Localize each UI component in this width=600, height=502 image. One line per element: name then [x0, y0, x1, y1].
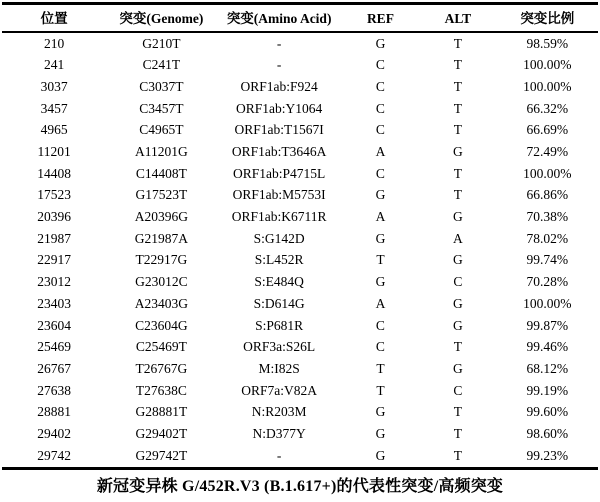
table-cell: 28881 — [37, 404, 72, 420]
table-cell: G — [453, 209, 463, 225]
table-cell: S:D614G — [253, 295, 305, 311]
table-cell: T — [453, 78, 463, 94]
table-cell: ORF1ab:T3646A — [231, 144, 327, 160]
table-cell: C — [375, 339, 385, 355]
table-row — [2, 163, 598, 185]
table-row — [2, 358, 598, 380]
table-cell: ORF1ab:F924 — [240, 78, 318, 94]
table-cell: G — [375, 447, 386, 463]
table-cell: 100.00% — [523, 78, 572, 94]
table-cell: T22917G — [135, 252, 188, 268]
table-cell: 20396 — [37, 209, 72, 225]
table-cell: 29742 — [37, 447, 72, 463]
table-cell: ORF1ab:P4715L — [232, 165, 326, 181]
table-row — [2, 185, 598, 207]
table-row — [2, 141, 598, 163]
table-cell: 23604 — [37, 317, 72, 333]
table-cell: 22917 — [37, 252, 72, 268]
table-cell: - — [276, 57, 282, 73]
table-cell: C25469T — [135, 339, 187, 355]
table-cell: G — [375, 187, 386, 203]
table-row — [2, 120, 598, 142]
table-cell: C3457T — [139, 100, 184, 116]
table-row — [2, 380, 598, 402]
table-caption: 新冠变异株 G/452R.V3 (B.1.617+)的代表性突变/高频突变 — [96, 477, 504, 495]
table-cell: 210 — [44, 35, 65, 51]
table-row — [2, 76, 598, 98]
col-header-alt: ALT — [419, 4, 496, 33]
table-cell: 72.49% — [526, 144, 569, 160]
table-cell: 3037 — [40, 78, 68, 94]
table-cell: 66.69% — [526, 122, 569, 138]
table-cell: G — [453, 360, 463, 376]
table-cell: S:G142D — [253, 230, 305, 246]
table-cell: G — [375, 404, 386, 420]
table-cell: A20396G — [134, 209, 189, 225]
table-cell: 21987 — [37, 230, 72, 246]
table-cell: - — [276, 35, 282, 51]
table-cell: T — [453, 100, 463, 116]
table-cell: 25469 — [37, 339, 72, 355]
table-cell: T — [453, 57, 463, 73]
table-row — [2, 250, 598, 272]
table-row — [2, 228, 598, 250]
table-body — [2, 32, 598, 468]
table-cell: T — [376, 360, 385, 376]
table-cell: ORF1ab:M5753I — [232, 187, 326, 203]
table-cell: 17523 — [37, 187, 72, 203]
table-cell: C — [375, 100, 385, 116]
table-cell: 70.38% — [526, 209, 569, 225]
table-cell: 23403 — [37, 295, 72, 311]
table-cell: T — [453, 122, 463, 138]
table-cell: 98.60% — [526, 425, 569, 441]
table-cell: G — [375, 230, 386, 246]
table-cell: G — [375, 35, 386, 51]
table-cell: 66.32% — [526, 100, 569, 116]
table-cell: T26767G — [135, 360, 188, 376]
table-cell: S:L452R — [254, 252, 304, 268]
table-row — [2, 337, 598, 359]
table-cell: N:R203M — [251, 404, 307, 420]
table-row — [2, 445, 598, 468]
table-cell: 14408 — [37, 165, 72, 181]
table-cell: T — [453, 35, 463, 51]
table-cell: T — [453, 165, 463, 181]
table-cell: T — [453, 447, 463, 463]
table-cell: 68.12% — [526, 360, 569, 376]
table-cell: T — [453, 187, 463, 203]
table-cell: C — [375, 317, 385, 333]
table-row — [2, 423, 598, 445]
table-cell: T — [376, 382, 385, 398]
table-cell: 100.00% — [523, 295, 572, 311]
table-cell: 70.28% — [526, 274, 569, 290]
table-cell: C — [453, 382, 463, 398]
table-cell: ORF1ab:T1567I — [234, 122, 324, 138]
table-cell: A — [375, 144, 386, 160]
table-cell: A — [375, 295, 386, 311]
table-cell: A11201G — [135, 144, 188, 160]
table-cell: S:E484Q — [254, 274, 304, 290]
col-header-position: 位置 — [2, 4, 106, 33]
table-cell: 4965 — [40, 122, 68, 138]
header-row — [2, 4, 598, 33]
table-cell: 26767 — [37, 360, 72, 376]
table-row — [2, 32, 598, 55]
table-cell: ORF3a:S26L — [243, 339, 316, 355]
table-cell: A — [453, 230, 463, 246]
table-cell: T27638C — [135, 382, 187, 398]
table-cell: 66.86% — [526, 187, 569, 203]
table-cell: C23604G — [135, 317, 188, 333]
table-cell: G210T — [142, 35, 181, 51]
table-cell: ORF1ab:K6711R — [231, 209, 327, 225]
table-cell: 29402 — [37, 425, 72, 441]
col-header-ratio: 突变比例 — [497, 4, 598, 33]
table-cell: 99.87% — [526, 317, 569, 333]
table-cell: C — [453, 274, 463, 290]
table-row — [2, 272, 598, 294]
mutation-table — [2, 2, 598, 470]
table-cell: G — [453, 317, 463, 333]
table-cell: S:P681R — [255, 317, 304, 333]
table-cell: C — [375, 122, 385, 138]
table-cell: 99.19% — [526, 382, 569, 398]
table-cell: A — [375, 209, 386, 225]
table-cell: T — [453, 339, 463, 355]
col-header-ref: REF — [342, 4, 419, 33]
table-row — [2, 402, 598, 424]
col-header-amino-acid: 突变(Amino Acid) — [217, 4, 342, 33]
table-cell: 99.74% — [526, 252, 569, 268]
table-cell: N:D377Y — [252, 425, 306, 441]
table-header — [2, 4, 598, 33]
table-cell: G — [453, 295, 463, 311]
table-cell: 78.02% — [526, 230, 569, 246]
table-cell: 100.00% — [523, 57, 572, 73]
col-header-genome: 突变(Genome) — [106, 4, 216, 33]
table-cell: C3037T — [139, 78, 184, 94]
table-cell: G — [375, 425, 386, 441]
table-row — [2, 55, 598, 77]
table-cell: G — [453, 144, 463, 160]
table-cell: G — [453, 252, 463, 268]
table-row — [2, 293, 598, 315]
table-cell: C14408T — [135, 165, 187, 181]
table-cell: A23403G — [134, 295, 189, 311]
table-cell: G28881T — [135, 404, 188, 420]
table-cell: 241 — [44, 57, 65, 73]
table-cell: C — [375, 57, 385, 73]
table-cell: G — [375, 274, 386, 290]
table-row — [2, 315, 598, 337]
table-cell: G23012C — [135, 274, 188, 290]
table-cell: ORF7a:V82A — [241, 382, 317, 398]
table-cell: 98.59% — [526, 35, 569, 51]
table-cell: C241T — [142, 57, 181, 73]
table-cell: 99.60% — [526, 404, 569, 420]
table-cell: 99.46% — [526, 339, 569, 355]
table-cell: 11201 — [37, 144, 71, 160]
table-cell: G21987A — [134, 230, 189, 246]
table-cell: 100.00% — [523, 165, 572, 181]
table-cell: 23012 — [37, 274, 72, 290]
table-cell: T — [453, 404, 463, 420]
table-cell: 3457 — [40, 100, 68, 116]
table-cell: C4965T — [139, 122, 184, 138]
table-cell: T — [376, 252, 385, 268]
table-cell: 27638 — [37, 382, 72, 398]
table-cell: M:I82S — [258, 360, 300, 376]
table-cell: T — [453, 425, 463, 441]
table-cell: ORF1ab:Y1064 — [235, 100, 323, 116]
table-cell: - — [276, 447, 282, 463]
table-cell: C — [375, 78, 385, 94]
table-row — [2, 98, 598, 120]
table-cell: 99.23% — [526, 447, 569, 463]
table-cell: C — [375, 165, 385, 181]
table-cell: G29402T — [135, 425, 188, 441]
table-cell: G29742T — [135, 447, 188, 463]
table-cell: G17523T — [135, 187, 188, 203]
table-row — [2, 207, 598, 229]
